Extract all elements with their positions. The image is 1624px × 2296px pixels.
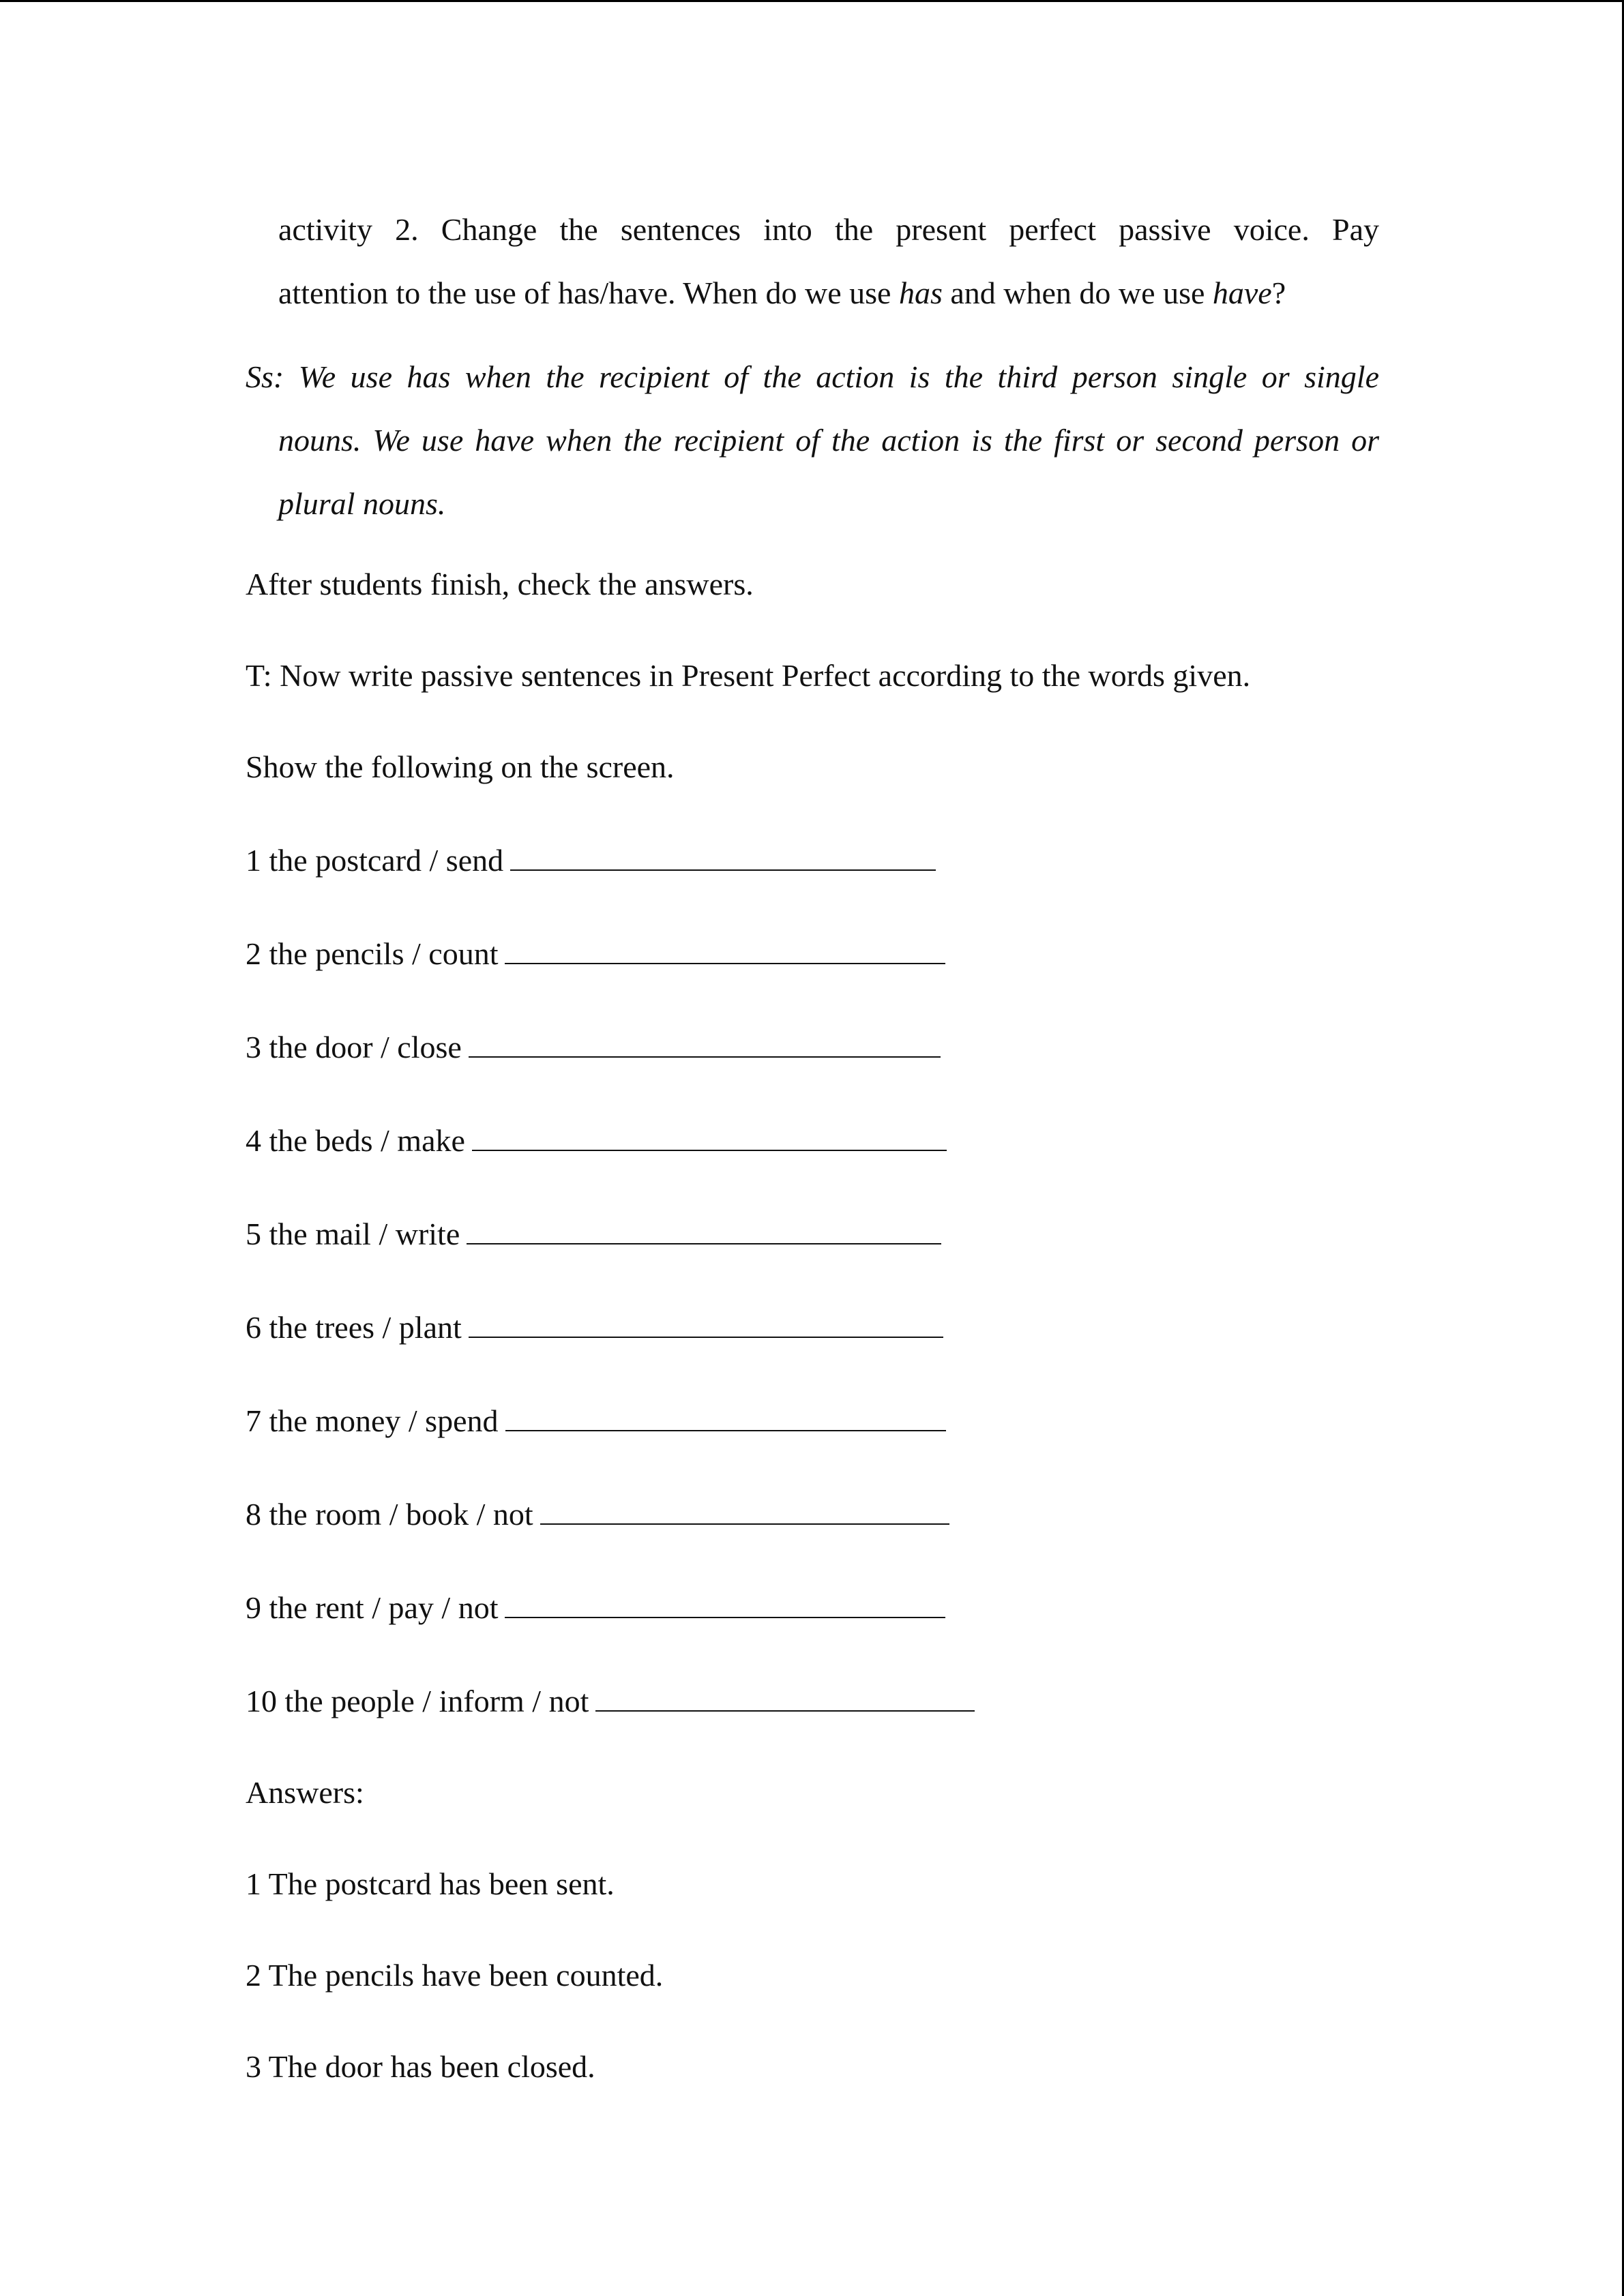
- exercise-item: [246, 1399, 1379, 1442]
- page-border-top: [0, 0, 1624, 2]
- exercise-item: [246, 1585, 1379, 1628]
- answer-blank-line: [505, 1585, 945, 1618]
- activity-em-has: has: [898, 275, 943, 310]
- activity-line-2-end: ?: [1271, 275, 1286, 310]
- answer-blank-line: [510, 838, 936, 871]
- exercise-prompt: 10 the people / inform / not: [246, 1684, 589, 1718]
- activity-line-2-start: attention to the use of has/have. When do we use: [278, 275, 899, 310]
- answer-item: 3 The door has been closed.: [246, 2049, 595, 2084]
- exercise-prompt: 4 the beds / make: [246, 1123, 465, 1158]
- students-answer-line-3: plural nouns.: [278, 486, 446, 521]
- exercise-prompt: 5 the mail / write: [246, 1217, 460, 1251]
- exercise-item: [246, 1025, 1379, 1068]
- activity-line-2: [278, 261, 1379, 325]
- answer-blank-line: [467, 1212, 941, 1244]
- students-answer-line-2: nouns. We use have when the recipient of the action is the first or second person or: [278, 423, 1379, 458]
- exercise-prompt: 1 the postcard / send: [246, 843, 504, 878]
- answer-blank-line: [472, 1118, 947, 1151]
- exercise-prompt: 6 the trees / plant: [246, 1310, 462, 1345]
- instruction-show-screen: Show the following on the screen.: [246, 749, 675, 784]
- answer-blank-line: [505, 931, 945, 964]
- answer-blank-line: [505, 1399, 946, 1431]
- exercise-prompt: 8 the room / book / not: [246, 1497, 533, 1532]
- exercise-item: [246, 1212, 1379, 1255]
- exercise-prompt: 9 the rent / pay / not: [246, 1590, 499, 1625]
- activity-line-1: activity 2. Change the sentences into the present perfect passive voice. Pay: [278, 212, 1379, 247]
- exercise-item: [246, 838, 1379, 881]
- students-answer-line-1: Ss: We use has when the recipient of the action is the third person single or single: [246, 359, 1379, 394]
- activity-em-have: have: [1212, 275, 1272, 310]
- exercise-item: [246, 1305, 1379, 1348]
- exercise-item: [246, 931, 1379, 974]
- answer-blank-line: [469, 1305, 943, 1338]
- answer-blank-line: [595, 1679, 975, 1712]
- answer-item: 1 The postcard has been sent.: [246, 1866, 615, 1901]
- exercise-item: [246, 1492, 1379, 1535]
- answer-blank-line: [469, 1025, 941, 1058]
- answer-item: 2 The pencils have been counted.: [246, 1958, 664, 1993]
- exercise-prompt: 3 the door / close: [246, 1030, 462, 1064]
- instruction-write-passive: T: Now write passive sentences in Present Perfect according to the words given.: [246, 658, 1251, 693]
- instruction-check-answers: After students finish, check the answers.: [246, 567, 754, 601]
- exercise-item: [246, 1118, 1379, 1161]
- answer-blank-line: [540, 1492, 949, 1525]
- activity-paragraph: [278, 198, 1379, 325]
- exercise-prompt: 7 the money / spend: [246, 1403, 499, 1438]
- exercise-prompt: 2 the pencils / count: [246, 936, 499, 971]
- students-answer-paragraph: [246, 345, 1379, 535]
- exercise-item: [246, 1679, 1379, 1722]
- activity-line-2-mid: and when do we use: [942, 275, 1213, 310]
- document-body: [246, 198, 1379, 2087]
- answers-label: Answers:: [246, 1775, 364, 1810]
